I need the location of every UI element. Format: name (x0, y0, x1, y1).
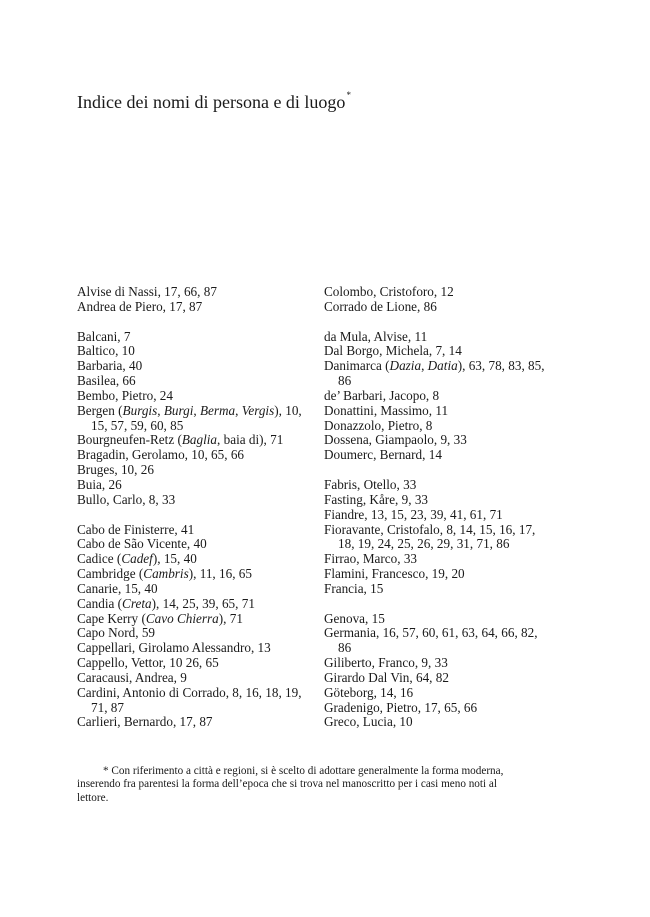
index-entry: Barbaria, 40 (77, 358, 143, 374)
index-column-right (324, 285, 560, 745)
index-entry: Baltico, 10 (77, 343, 135, 359)
index-entry: Cabo de São Vicente, 40 (77, 536, 207, 552)
index-entry: Buia, 26 (77, 476, 122, 492)
index-group-c (77, 523, 313, 731)
index-entry: Caracausi, Andrea, 9 (77, 669, 187, 685)
index-group-g (324, 612, 560, 731)
index-entry: Bembo, Pietro, 24 (77, 387, 173, 403)
index-entry: Balcani, 7 (77, 328, 131, 344)
index-entry: de’ Barbari, Jacopo, 8 (324, 387, 440, 403)
index-entry: Cabo de Finisterre, 41 (77, 521, 195, 537)
index-group-a (77, 285, 313, 315)
index-entry: Girardo Dal Vin, 64, 82 (324, 669, 449, 685)
index-entry: da Mula, Alvise, 11 (324, 328, 428, 344)
index-entry: Andrea de Piero, 17, 87 (77, 298, 203, 314)
index-entry: Colombo, Cristoforo, 12 (324, 284, 454, 299)
index-entry: Genova, 15 (324, 610, 385, 626)
index-group-d (324, 330, 560, 464)
title-text: Indice dei nomi di persona e di luogo (77, 92, 346, 112)
index-entry: Basilea, 66 (77, 373, 136, 389)
index-entry: Donazzolo, Pietro, 8 (324, 417, 433, 433)
index-entry: Donattini, Massimo, 11 (324, 402, 449, 418)
index-entry: Doumerc, Bernard, 14 (324, 447, 442, 463)
index-entry-continuation: 15, 57, 59, 60, 85 (91, 417, 184, 433)
footnote-line: lettore. (77, 791, 109, 804)
index-entry: Fasting, Kåre, 9, 33 (324, 491, 429, 507)
index-entry: Giliberto, Franco, 9, 33 (324, 655, 448, 671)
footnote-line: * Con riferimento a città e regioni, si è scelto di adottare generalmente la forma moderna, (103, 765, 504, 777)
index-entry: Germania, 16, 57, 60, 61, 63, 64, 66, 82, (324, 625, 538, 641)
index-entry: Cappellari, Girolamo Alessandro, 13 (77, 640, 271, 656)
index-group-c-cont (324, 285, 560, 315)
index-entry: Dal Borgo, Michela, 7, 14 (324, 343, 462, 359)
index-entry: Cambridge (Cambris), 11, 16, 65 (77, 566, 252, 582)
index-entry: Corrado de Lione, 86 (324, 298, 437, 314)
index-entry: Cardini, Antonio di Corrado, 8, 16, 18, 19, (77, 684, 302, 700)
index-group-b (77, 330, 313, 508)
index-entry: Danimarca (Dazia, Datia), 63, 78, 83, 85, (324, 358, 545, 374)
index-entry: Cape Kerry (Cavo Chierra), 71 (77, 610, 243, 626)
index-entry: Cappello, Vettor, 10 26, 65 (77, 655, 219, 671)
index-entry: Gradenigo, Pietro, 17, 65, 66 (324, 699, 478, 715)
index-entry: Bullo, Carlo, 8, 33 (77, 491, 176, 507)
index-entry: Cadice (Cadef), 15, 40 (77, 551, 197, 567)
title-footnote-marker: * (346, 90, 351, 100)
index-entry: Firrao, Marco, 33 (324, 551, 418, 567)
index-entry: Capo Nord, 59 (77, 625, 156, 641)
index-entry: Fabris, Otello, 33 (324, 476, 417, 492)
index-entry: Göteborg, 14, 16 (324, 684, 414, 700)
index-entry: Flamini, Francesco, 19, 20 (324, 566, 465, 582)
index-entry-continuation: 86 (338, 373, 352, 389)
index-entry: Fiandre, 13, 15, 23, 39, 41, 61, 71 (324, 506, 503, 522)
index-entry-continuation: 86 (338, 640, 352, 656)
index-entry: Greco, Lucia, 10 (324, 714, 413, 730)
index-entry: Canarie, 15, 40 (77, 580, 158, 596)
index-entry-continuation: 18, 19, 24, 25, 26, 29, 31, 71, 86 (338, 536, 510, 552)
index-entry: Bourgneufen-Retz (Baglia, baia di), 71 (77, 432, 284, 448)
index-entry: Bragadin, Gerolamo, 10, 65, 66 (77, 447, 245, 463)
index-column-left (77, 285, 313, 745)
index-entry: Candia (Creta), 14, 25, 39, 65, 71 (77, 595, 255, 611)
index-entry: Bruges, 10, 26 (77, 462, 154, 478)
index-entry: Bergen (Burgis, Burgi, Berma, Vergis), 10, (77, 402, 302, 418)
index-entry: Fioravante, Cristofalo, 8, 14, 15, 16, 17, (324, 521, 536, 537)
index-entry: Francia, 15 (324, 580, 384, 596)
index-group-f (324, 478, 560, 597)
index-entry: Alvise di Nassi, 17, 66, 87 (77, 284, 217, 299)
footnote (77, 765, 560, 805)
index-entry: Dossena, Giampaolo, 9, 33 (324, 432, 467, 448)
index-entry-continuation: 71, 87 (91, 699, 124, 715)
page-title (77, 92, 351, 113)
index-entry: Carlieri, Bernardo, 17, 87 (77, 714, 213, 730)
footnote-line: inserendo fra parentesi la forma dell’epoca che si trova nel manoscritto per i casi meno noti al (77, 778, 497, 791)
